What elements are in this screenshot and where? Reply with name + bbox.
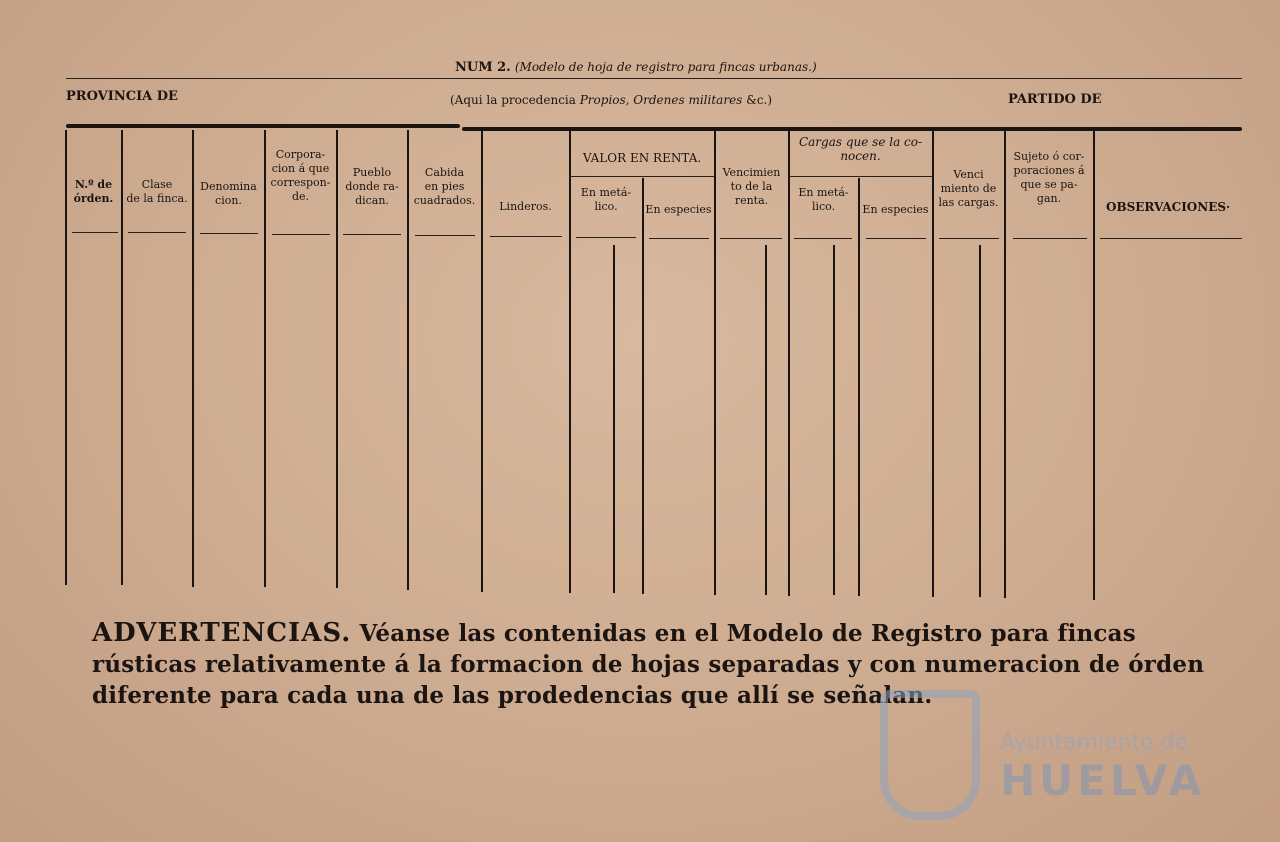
header-sujeto: Sujeto ó cor- poraciones á que se pa- gan. [1013, 150, 1085, 205]
header-underline [1013, 238, 1087, 239]
header-valor-especies: En especies [645, 203, 712, 216]
header-n-orden: N.º de órden. [73, 178, 114, 205]
header-corporacion: Corpora- cion á que correspon- de. [270, 148, 331, 203]
col-line [1093, 130, 1095, 600]
header-underline [939, 238, 999, 239]
header-underline [1100, 238, 1242, 239]
header-underline [649, 238, 709, 239]
header-vencimiento-cargas: Venci miento de las cargas. [938, 168, 999, 209]
header-vencimiento-renta: Vencimien to de la renta. [722, 166, 781, 207]
header-denominacion: Denomina cion. [200, 180, 257, 207]
model-title: NUM 2. (Modelo de hoja de registro para fincas urbanas.) [455, 60, 817, 75]
provincia-label: PROVINCIA DE [66, 89, 178, 104]
header-cargas-especies: En especies [862, 203, 929, 216]
watermark-line1: Ayuntamiento de [1000, 730, 1189, 755]
valor-group-rule [570, 176, 714, 177]
header-cargas: Cargas que se la co- nocen. [798, 135, 923, 163]
advertencias-note: ADVERTENCIAS. Véanse las contenidas en el Modelo de Registro para fincas rústicas relativamente á la formacion de hojas separadas y con numeracion de órden diferente para cada una de las prodedencias que allí se señalan. [92, 618, 1205, 709]
header-underline [128, 232, 186, 233]
header-valor-renta: VALOR EN RENTA. [582, 151, 702, 165]
header-pueblo: Pueblo donde ra- dican. [345, 166, 399, 207]
title-rule [66, 78, 1242, 79]
header-valor-metalico: En metá- lico. [580, 186, 632, 213]
header-underline [576, 237, 636, 238]
header-underline [415, 235, 475, 236]
header-cabida: Cabida en pies cuadrados. [413, 166, 476, 207]
inner-line [613, 245, 615, 593]
procedencia-note: (Aqui la procedencia Propios, Ordenes militares &c.) [450, 93, 773, 107]
archive-watermark [880, 690, 1206, 830]
partido-label: PARTIDO DE [1008, 92, 1102, 107]
header-rule-left [66, 124, 460, 128]
coat-of-arms-icon [880, 690, 980, 820]
col-line [642, 178, 644, 594]
header-underline [272, 234, 330, 235]
header-underline [200, 233, 258, 234]
cargas-group-rule [789, 176, 932, 177]
inner-line [765, 245, 767, 595]
header-clase: Clase de la finca. [126, 178, 188, 205]
header-rule-right [462, 127, 1242, 131]
header-underline [343, 234, 401, 235]
inner-line [979, 245, 981, 597]
inner-line [833, 245, 835, 595]
header-observaciones: OBSERVACIONES· [1106, 200, 1231, 214]
header-cargas-metalico: En metá- lico. [798, 186, 849, 213]
header-underline [794, 238, 852, 239]
header-underline [72, 232, 118, 233]
header-linderos: Linderos. [499, 200, 552, 213]
header-underline [490, 236, 562, 237]
header-underline [866, 238, 926, 239]
header-underline [720, 238, 782, 239]
col-line [858, 178, 860, 596]
watermark-line2: HUELVA [1000, 756, 1206, 805]
